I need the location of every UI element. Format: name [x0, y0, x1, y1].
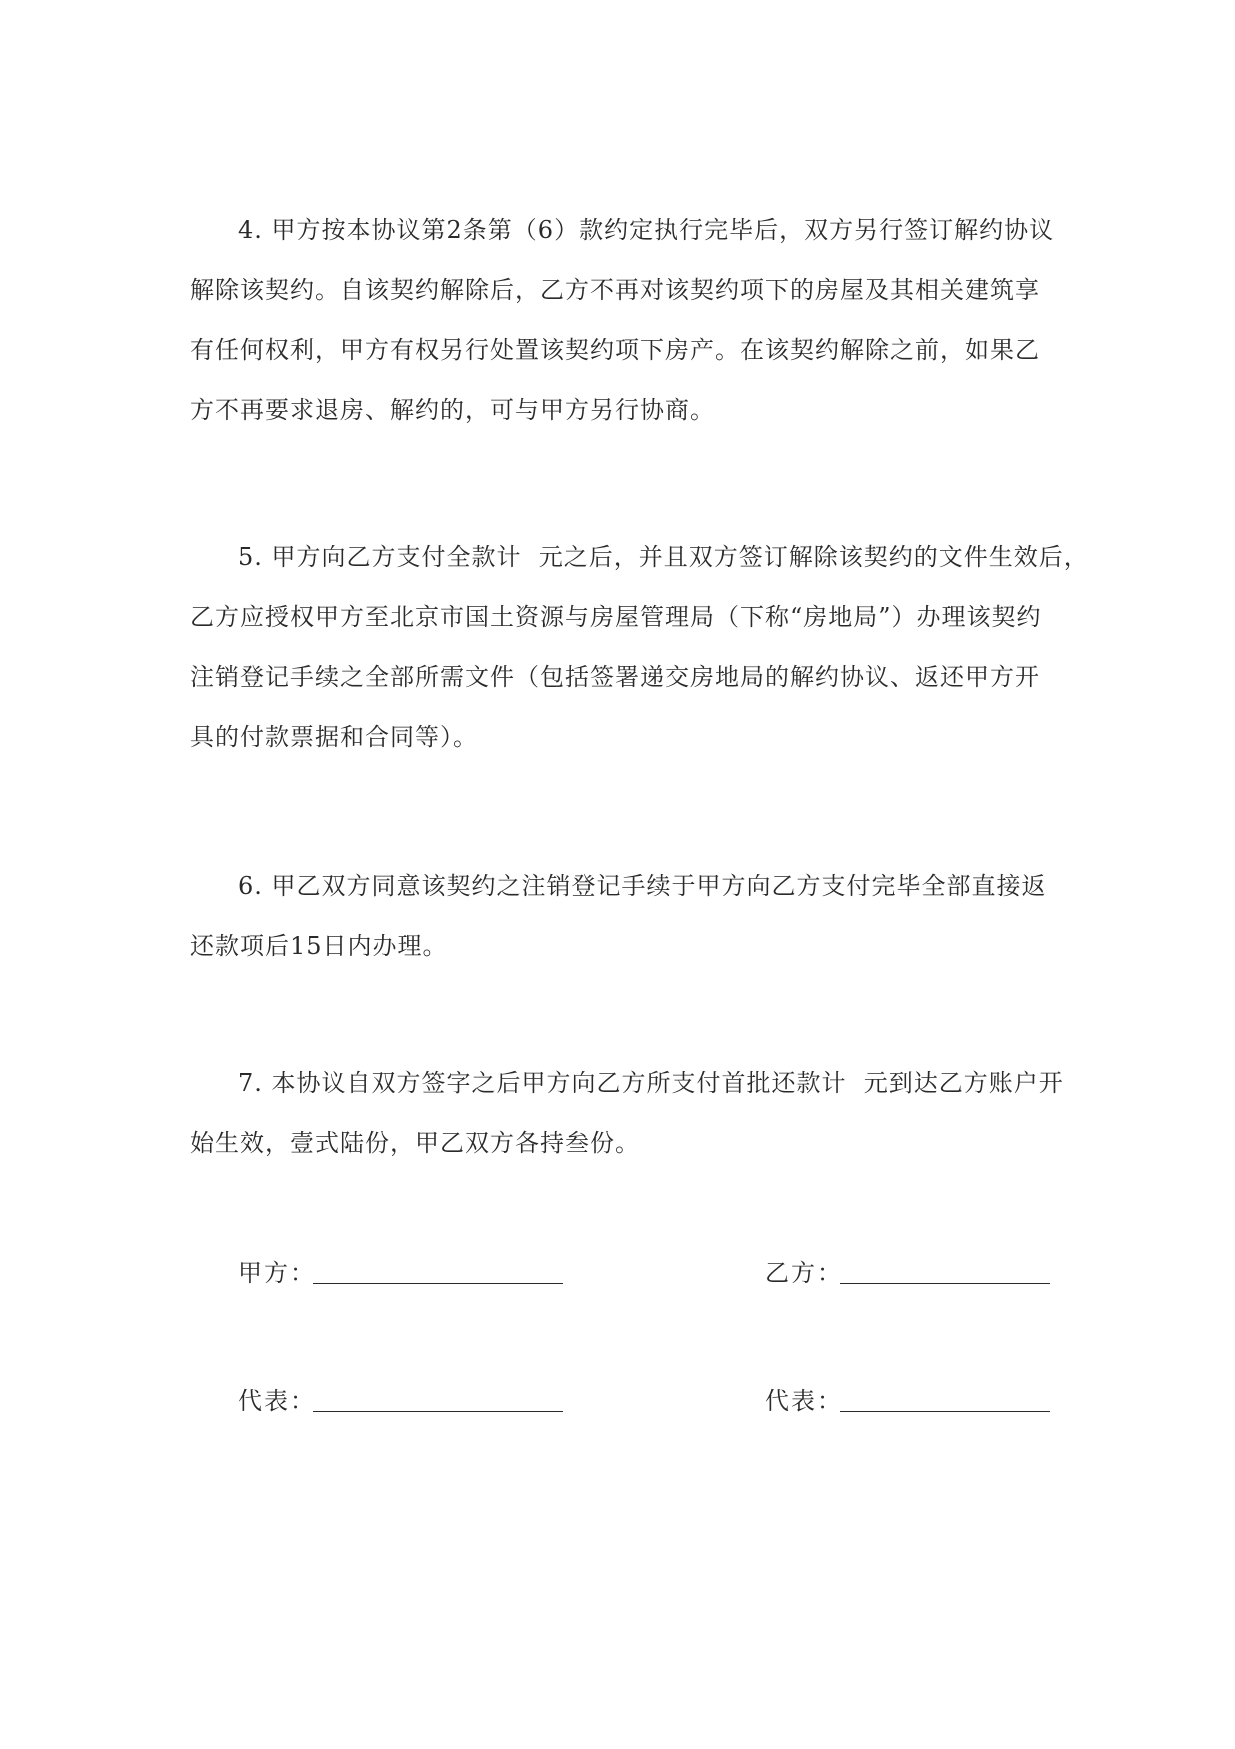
clause-line: 具的付款票据和合同等）。 — [190, 723, 478, 751]
party-b-label: 乙方： — [765, 1259, 843, 1287]
clause-line: 有任何权利，甲方有权另行处置该契约项下房产。在该契约解除之前，如果乙 — [190, 336, 1040, 364]
clause-line: 7. 本协议自双方签字之后甲方向乙方所支付首批还款计 元到达乙方账户开 — [238, 1069, 1064, 1097]
rep-a-signature-line[interactable] — [313, 1411, 563, 1412]
clause-line: 4. 甲方按本协议第2条第（6）款约定执行完毕后，双方另行签订解约协议 — [238, 216, 1055, 244]
clause-line: 注销登记手续之全部所需文件（包括签署递交房地局的解约协议、返还甲方开 — [190, 663, 1040, 691]
clause-7 — [190, 1053, 1070, 1173]
clause-6 — [190, 856, 1070, 976]
rep-b-label: 代表： — [765, 1387, 843, 1415]
party-b-signature-line[interactable] — [840, 1283, 1050, 1284]
clause-line: 方不再要求退房、解约的，可与甲方另行协商。 — [190, 396, 715, 424]
clause-line: 还款项后15日内办理。 — [190, 932, 448, 960]
clause-line: 6. 甲乙双方同意该契约之注销登记手续于甲方向乙方支付完毕全部直接返 — [238, 872, 1047, 900]
signature-row-representatives — [0, 1381, 1235, 1421]
clause-line: 乙方应授权甲方至北京市国土资源与房屋管理局（下称“房地局”）办理该契约 — [190, 603, 1042, 631]
signature-row-parties — [0, 1253, 1235, 1293]
rep-a-label: 代表： — [238, 1387, 316, 1415]
party-a-signature-line[interactable] — [313, 1283, 563, 1284]
clause-4 — [190, 200, 1070, 440]
clause-line: 5. 甲方向乙方支付全款计 元之后，并且双方签订解除该契约的文件生效后， — [238, 543, 1089, 571]
rep-b-signature-line[interactable] — [840, 1411, 1050, 1412]
clause-5 — [190, 527, 1089, 767]
clause-line: 始生效，壹式陆份，甲乙双方各持叁份。 — [190, 1129, 640, 1157]
clause-line: 解除该契约。自该契约解除后，乙方不再对该契约项下的房屋及其相关建筑享 — [190, 276, 1040, 304]
party-a-label: 甲方： — [238, 1259, 316, 1287]
